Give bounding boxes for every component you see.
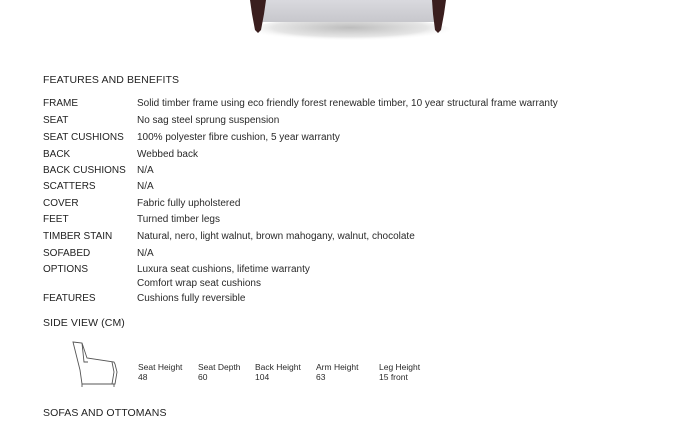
dimension-value: 60 <box>198 371 208 382</box>
feature-values <box>137 292 663 305</box>
feature-value: Solid timber frame using eco friendly forest renewable timber, 10 year structural frame warranty <box>137 98 558 109</box>
feature-row <box>43 148 663 161</box>
feature-values <box>137 97 663 110</box>
feature-row <box>43 292 663 305</box>
feature-value: Cushions fully reversible <box>137 293 246 304</box>
feature-value: 100% polyester fibre cushion, 5 year warranty <box>137 132 340 143</box>
dimension-label: Leg Height <box>379 362 421 372</box>
feature-row <box>43 230 663 243</box>
feature-value: Webbed back <box>137 149 198 160</box>
feature-values <box>137 263 663 290</box>
dimension-label: Back Height <box>255 362 301 372</box>
dimension-value: 48 <box>138 371 148 382</box>
feature-value: No sag steel sprung suspension <box>137 115 280 126</box>
feature-value: Turned timber legs <box>137 214 220 225</box>
sofas-heading: SOFAS AND OTTOMANS <box>43 407 167 419</box>
feature-value: N/A <box>137 248 154 259</box>
side-view-heading: SIDE VIEW (CM) <box>43 317 125 329</box>
feature-row <box>43 97 663 110</box>
feature-value: Luxura seat cushions, lifetime warranty <box>137 264 310 275</box>
feature-values <box>137 164 663 177</box>
feature-values <box>137 247 663 260</box>
product-chair-image <box>240 0 460 44</box>
feature-row <box>43 180 663 193</box>
feature-label: OPTIONS <box>43 264 89 275</box>
feature-value: Natural, nero, light walnut, brown mahogany, walnut, chocolate <box>137 231 415 242</box>
feature-value: N/A <box>137 165 154 176</box>
feature-label: FRAME <box>43 98 78 109</box>
feature-row <box>43 197 663 210</box>
feature-label: FEATURES <box>43 293 96 304</box>
dimension-item <box>379 363 420 382</box>
feature-values <box>137 148 663 161</box>
feature-label: TIMBER STAIN <box>43 231 113 242</box>
dimension-item <box>138 363 182 382</box>
dimension-label: Arm Height <box>316 362 359 372</box>
feature-row <box>43 213 663 226</box>
feature-values <box>137 114 663 127</box>
features-heading: FEATURES AND BENEFITS <box>43 74 180 86</box>
side-view-chair-diagram <box>68 340 120 388</box>
feature-values <box>137 230 663 243</box>
dimension-item <box>255 363 301 382</box>
dimension-label: Seat Depth <box>198 362 241 372</box>
feature-row <box>43 164 663 177</box>
feature-label: SOFABED <box>43 248 91 259</box>
feature-values <box>137 197 663 210</box>
feature-row <box>43 114 663 127</box>
feature-value: N/A <box>137 181 154 192</box>
feature-label: BACK <box>43 149 71 160</box>
feature-values <box>137 131 663 144</box>
dimension-item <box>198 363 241 382</box>
dimension-value: 63 <box>316 371 326 382</box>
feature-label: FEET <box>43 214 69 225</box>
feature-label: BACK CUSHIONS <box>43 165 126 176</box>
dimension-label: Seat Height <box>138 362 183 372</box>
feature-value: Fabric fully upholstered <box>137 198 241 209</box>
feature-label: SCATTERS <box>43 181 96 192</box>
feature-row <box>43 263 663 290</box>
feature-value: Comfort wrap seat cushions <box>137 278 261 289</box>
dimension-value: 15 front <box>379 371 408 382</box>
dimension-value: 104 <box>255 371 270 382</box>
feature-row <box>43 247 663 260</box>
feature-label: COVER <box>43 198 79 209</box>
feature-label: SEAT <box>43 115 69 126</box>
feature-values <box>137 213 663 226</box>
feature-values <box>137 180 663 193</box>
dimension-item <box>316 363 359 382</box>
feature-label: SEAT CUSHIONS <box>43 132 124 143</box>
feature-row <box>43 131 663 144</box>
